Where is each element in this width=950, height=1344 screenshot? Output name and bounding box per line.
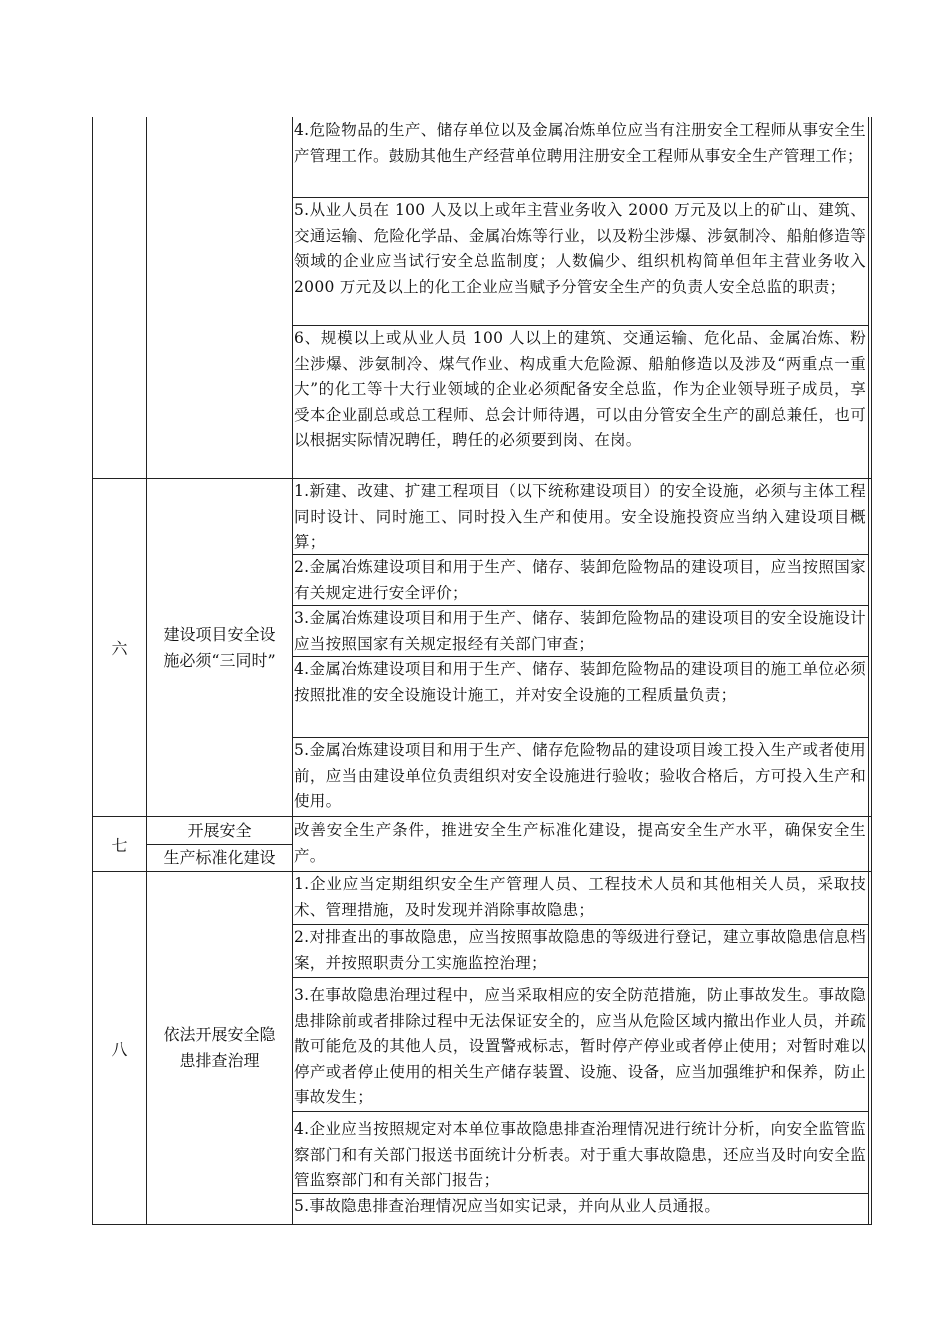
row-number-seven: 七 — [111, 835, 128, 855]
row-number-eight: 八 — [111, 1039, 128, 1059]
six-item-3: 3.金属冶炼建设项目和用于生产、储存、装卸危险物品的建设项目的安全设施设计应当按照国家有关规定报经有关部门审查； — [294, 609, 866, 653]
seven-content: 改善安全生产条件，推进安全生产标准化建设，提高安全生产水平，确保安全生产。 — [294, 821, 866, 865]
prev-item-6: 6、规模以上或从业人员 100 人以上的建筑、交通运输、危化品、金属冶炼、粉尘涉爆、涉氨制冷、煤气作业、构成重大危险源、船舶修造以及涉及“两重点一重大”的化工等十大行业领域的企业必须配备安全总监，作为企业领导班子成员，享受本企业副总或总工程师、总会计师待遇，可以由分管安全生产的副总兼任，也可以根据实际情况聘任，聘任的必须要到岗、在岗。 — [294, 329, 866, 450]
prev-item-4: 4.危险物品的生产、储存单位以及金属冶炼单位应当有注册安全工程师从事安全生产管理工作。鼓励其他生产经营单位聘用注册安全工程师从事安全生产管理工作； — [294, 121, 866, 165]
table-right-double-border — [868, 117, 869, 1224]
row-title-eight — [147, 872, 292, 1224]
eight-item-4: 4.企业应当按照规定对本单位事故隐患排查治理情况进行统计分析，向安全监管监察部门和有关部门报送书面统计分析表。对于重大事故隐患，还应当及时向安全监管监察部门和有关部门报告； — [294, 1120, 866, 1190]
item-divider — [292, 977, 868, 978]
six-item-1: 1.新建、改建、扩建工程项目（以下统称建设项目）的安全设施，必须与主体工程同时设计、同时施工、同时投入生产和使用。安全设施投资应当纳入建设项目概算； — [294, 482, 866, 552]
eight-item-2: 2.对排查出的事故隐患，应当按照事故隐患的等级进行登记，建立事故隐患信息档案，并按照职责分工实施监控治理； — [294, 928, 866, 972]
prev-item-5: 5.从业人员在 100 人及以上或年主营业务收入 2000 万元及以上的矿山、建筑、交通运输、危险化学品、金属冶炼等行业，以及粉尘涉爆、涉氨制冷、船舶修造等领域的企业应当试行安全总监制度；人数偏少、组织机构简单但年主营业务收入 2000 万元及以上的化工企业应当赋予分管安全生产的负责人安全总监的职责； — [294, 201, 866, 296]
eight-item-1: 1.企业应当定期组织安全生产管理人员、工程技术人员和其他相关人员，采取技术、管理措施，及时发现并消除事故隐患； — [294, 875, 866, 919]
row-title-eight-line1: 依法开展安全隐 — [163, 1025, 276, 1045]
eight-item-5: 5.事故隐患排查治理情况应当如实记录，并向从业人员通报。 — [294, 1197, 721, 1215]
item-divider — [292, 1111, 868, 1112]
row-title-six-line2: 施必须“三同时” — [163, 650, 276, 670]
row-title-seven-line2: 生产标准化建设 — [163, 848, 276, 868]
row-title-six — [147, 479, 292, 816]
row-number-six: 六 — [111, 639, 128, 658]
six-item-2: 2.金属冶炼建设项目和用于生产、储存、装卸危险物品的建设项目，应当按照国家有关规定进行安全评价； — [294, 558, 866, 602]
six-item-5: 5.金属冶炼建设项目和用于生产、储存危险物品的建设项目竣工投入生产或者使用前，应当由建设单位负责组织对安全设施进行验收；验收合格后，方可投入生产和使用。 — [294, 741, 866, 811]
row-title-six-line1: 建设项目安全设 — [163, 624, 276, 644]
regulation-table — [92, 117, 872, 1225]
row-title-seven-line1: 开展安全 — [187, 820, 252, 840]
eight-item-3: 3.在事故隐患治理过程中，应当采取相应的安全防范措施，防止事故发生。事故隐患排除前或者排除过程中无法保证安全的，应当从危险区域内撤出作业人员，并疏散可能危及的其他人员，设置警戒标志，暂时停产停业或者停止使用；对暂时难以停产或者停止使用的相关生产储存装置、设施、设备，应当加强维护和保养，防止事故发生； — [294, 986, 866, 1107]
row-title-eight-line2: 患排查治理 — [179, 1051, 260, 1070]
six-item-4: 4.金属冶炼建设项目和用于生产、储存、装卸危险物品的建设项目的施工单位必须按照批准的安全设施设计施工，并对安全设施的工程质量负责； — [294, 660, 866, 704]
